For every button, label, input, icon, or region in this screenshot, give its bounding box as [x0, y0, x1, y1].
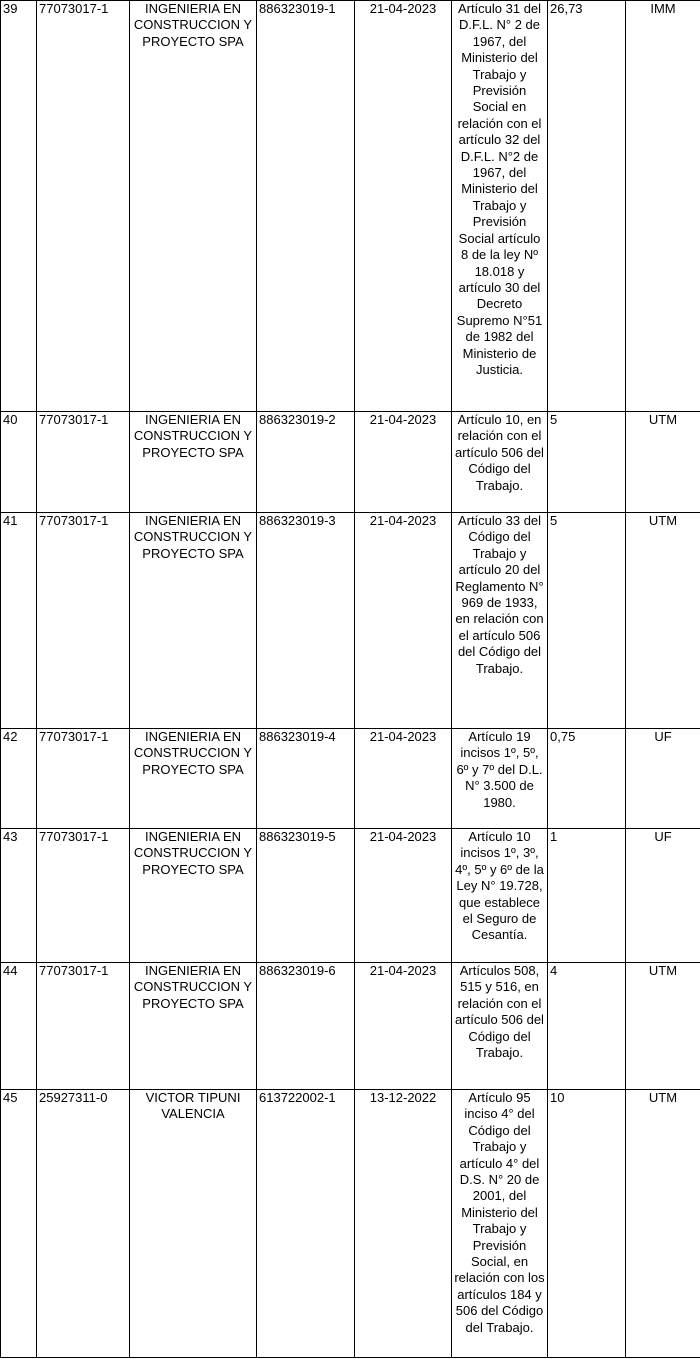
row-number: 41 — [1, 513, 37, 729]
amount-cell: 0,75 — [548, 729, 626, 829]
date-cell: 21-04-2023 — [355, 963, 452, 1090]
legal-article-cell: Artículo 10 incisos 1º, 3º, 4º, 5º y 6º de la Ley N° 19.728, que establece el Seguro de Cesantía. — [452, 829, 548, 963]
rut-cell: 77073017-1 — [37, 412, 130, 513]
company-name-cell: VICTOR TIPUNI VALENCIA — [130, 1090, 257, 1358]
fine-number-cell: 613722002-1 — [257, 1090, 355, 1358]
fine-number-cell: 886323019-6 — [257, 963, 355, 1090]
amount-cell: 4 — [548, 963, 626, 1090]
rut-cell: 77073017-1 — [37, 513, 130, 729]
legal-article-cell: Artículo 19 incisos 1º, 5º, 6º y 7º del D.L. N° 3.500 de 1980. — [452, 729, 548, 829]
date-cell: 13-12-2022 — [355, 1090, 452, 1358]
rut-cell: 25927311-0 — [37, 1090, 130, 1358]
rut-cell: 77073017-1 — [37, 963, 130, 1090]
date-cell: 21-04-2023 — [355, 412, 452, 513]
legal-article-cell: Artículos 508, 515 y 516, en relación con el artículo 506 del Código del Trabajo. — [452, 963, 548, 1090]
amount-cell: 1 — [548, 829, 626, 963]
date-cell: 21-04-2023 — [355, 729, 452, 829]
amount-cell: 5 — [548, 412, 626, 513]
company-name-cell: INGENIERIA EN CONSTRUCCION Y PROYECTO SPA — [130, 963, 257, 1090]
legal-article-cell: Artículo 10, en relación con el artículo 506 del Código del Trabajo. — [452, 412, 548, 513]
fine-number-cell: 886323019-5 — [257, 829, 355, 963]
row-number: 39 — [1, 1, 37, 412]
unit-cell: UTM — [626, 412, 700, 513]
fine-number-cell: 886323019-1 — [257, 1, 355, 412]
row-number: 45 — [1, 1090, 37, 1358]
fine-number-cell: 886323019-2 — [257, 412, 355, 513]
table-row — [1, 963, 700, 1090]
fine-number-cell: 886323019-4 — [257, 729, 355, 829]
date-cell: 21-04-2023 — [355, 829, 452, 963]
unit-cell: UTM — [626, 513, 700, 729]
legal-article-cell: Artículo 31 del D.F.L. N° 2 de 1967, del Ministerio del Trabajo y Previsión Social en relación con el artículo 32 del D.F.L. N°2 de 1967, del Ministerio del Trabajo y Previsión Social artículo 8 de la ley Nº 18.018 y artículo 30 del Decreto Supremo N°51 de 1982 del Ministerio de Justicia. — [452, 1, 548, 412]
table-row — [1, 729, 700, 829]
unit-cell: UTM — [626, 963, 700, 1090]
rut-cell: 77073017-1 — [37, 829, 130, 963]
row-number: 44 — [1, 963, 37, 1090]
company-name-cell: INGENIERIA EN CONSTRUCCION Y PROYECTO SPA — [130, 729, 257, 829]
amount-cell: 5 — [548, 513, 626, 729]
row-number: 43 — [1, 829, 37, 963]
unit-cell: IMM — [626, 1, 700, 412]
unit-cell: UF — [626, 729, 700, 829]
row-number: 42 — [1, 729, 37, 829]
fine-number-cell: 886323019-3 — [257, 513, 355, 729]
table-row — [1, 412, 700, 513]
amount-cell: 10 — [548, 1090, 626, 1358]
table-row — [1, 1090, 700, 1358]
company-name-cell: INGENIERIA EN CONSTRUCCION Y PROYECTO SPA — [130, 1, 257, 412]
table-row — [1, 513, 700, 729]
rut-cell: 77073017-1 — [37, 1, 130, 412]
company-name-cell: INGENIERIA EN CONSTRUCCION Y PROYECTO SPA — [130, 412, 257, 513]
date-cell: 21-04-2023 — [355, 513, 452, 729]
table-row — [1, 1, 700, 412]
amount-cell: 26,73 — [548, 1, 626, 412]
company-name-cell: INGENIERIA EN CONSTRUCCION Y PROYECTO SPA — [130, 829, 257, 963]
unit-cell: UF — [626, 829, 700, 963]
row-number: 40 — [1, 412, 37, 513]
legal-article-cell: Artículo 95 inciso 4° del Código del Trabajo y artículo 4° del D.S. N° 20 de 2001, del Ministerio del Trabajo y Previsión Social, en relación con los artículos 184 y 506 del Código del Trabajo. — [452, 1090, 548, 1358]
company-name-cell: INGENIERIA EN CONSTRUCCION Y PROYECTO SPA — [130, 513, 257, 729]
unit-cell: UTM — [626, 1090, 700, 1358]
table-row — [1, 829, 700, 963]
legal-article-cell: Artículo 33 del Código del Trabajo y artículo 20 del Reglamento N° 969 de 1933, en relación con el artículo 506 del Código del Trabajo. — [452, 513, 548, 729]
date-cell: 21-04-2023 — [355, 1, 452, 412]
rut-cell: 77073017-1 — [37, 729, 130, 829]
